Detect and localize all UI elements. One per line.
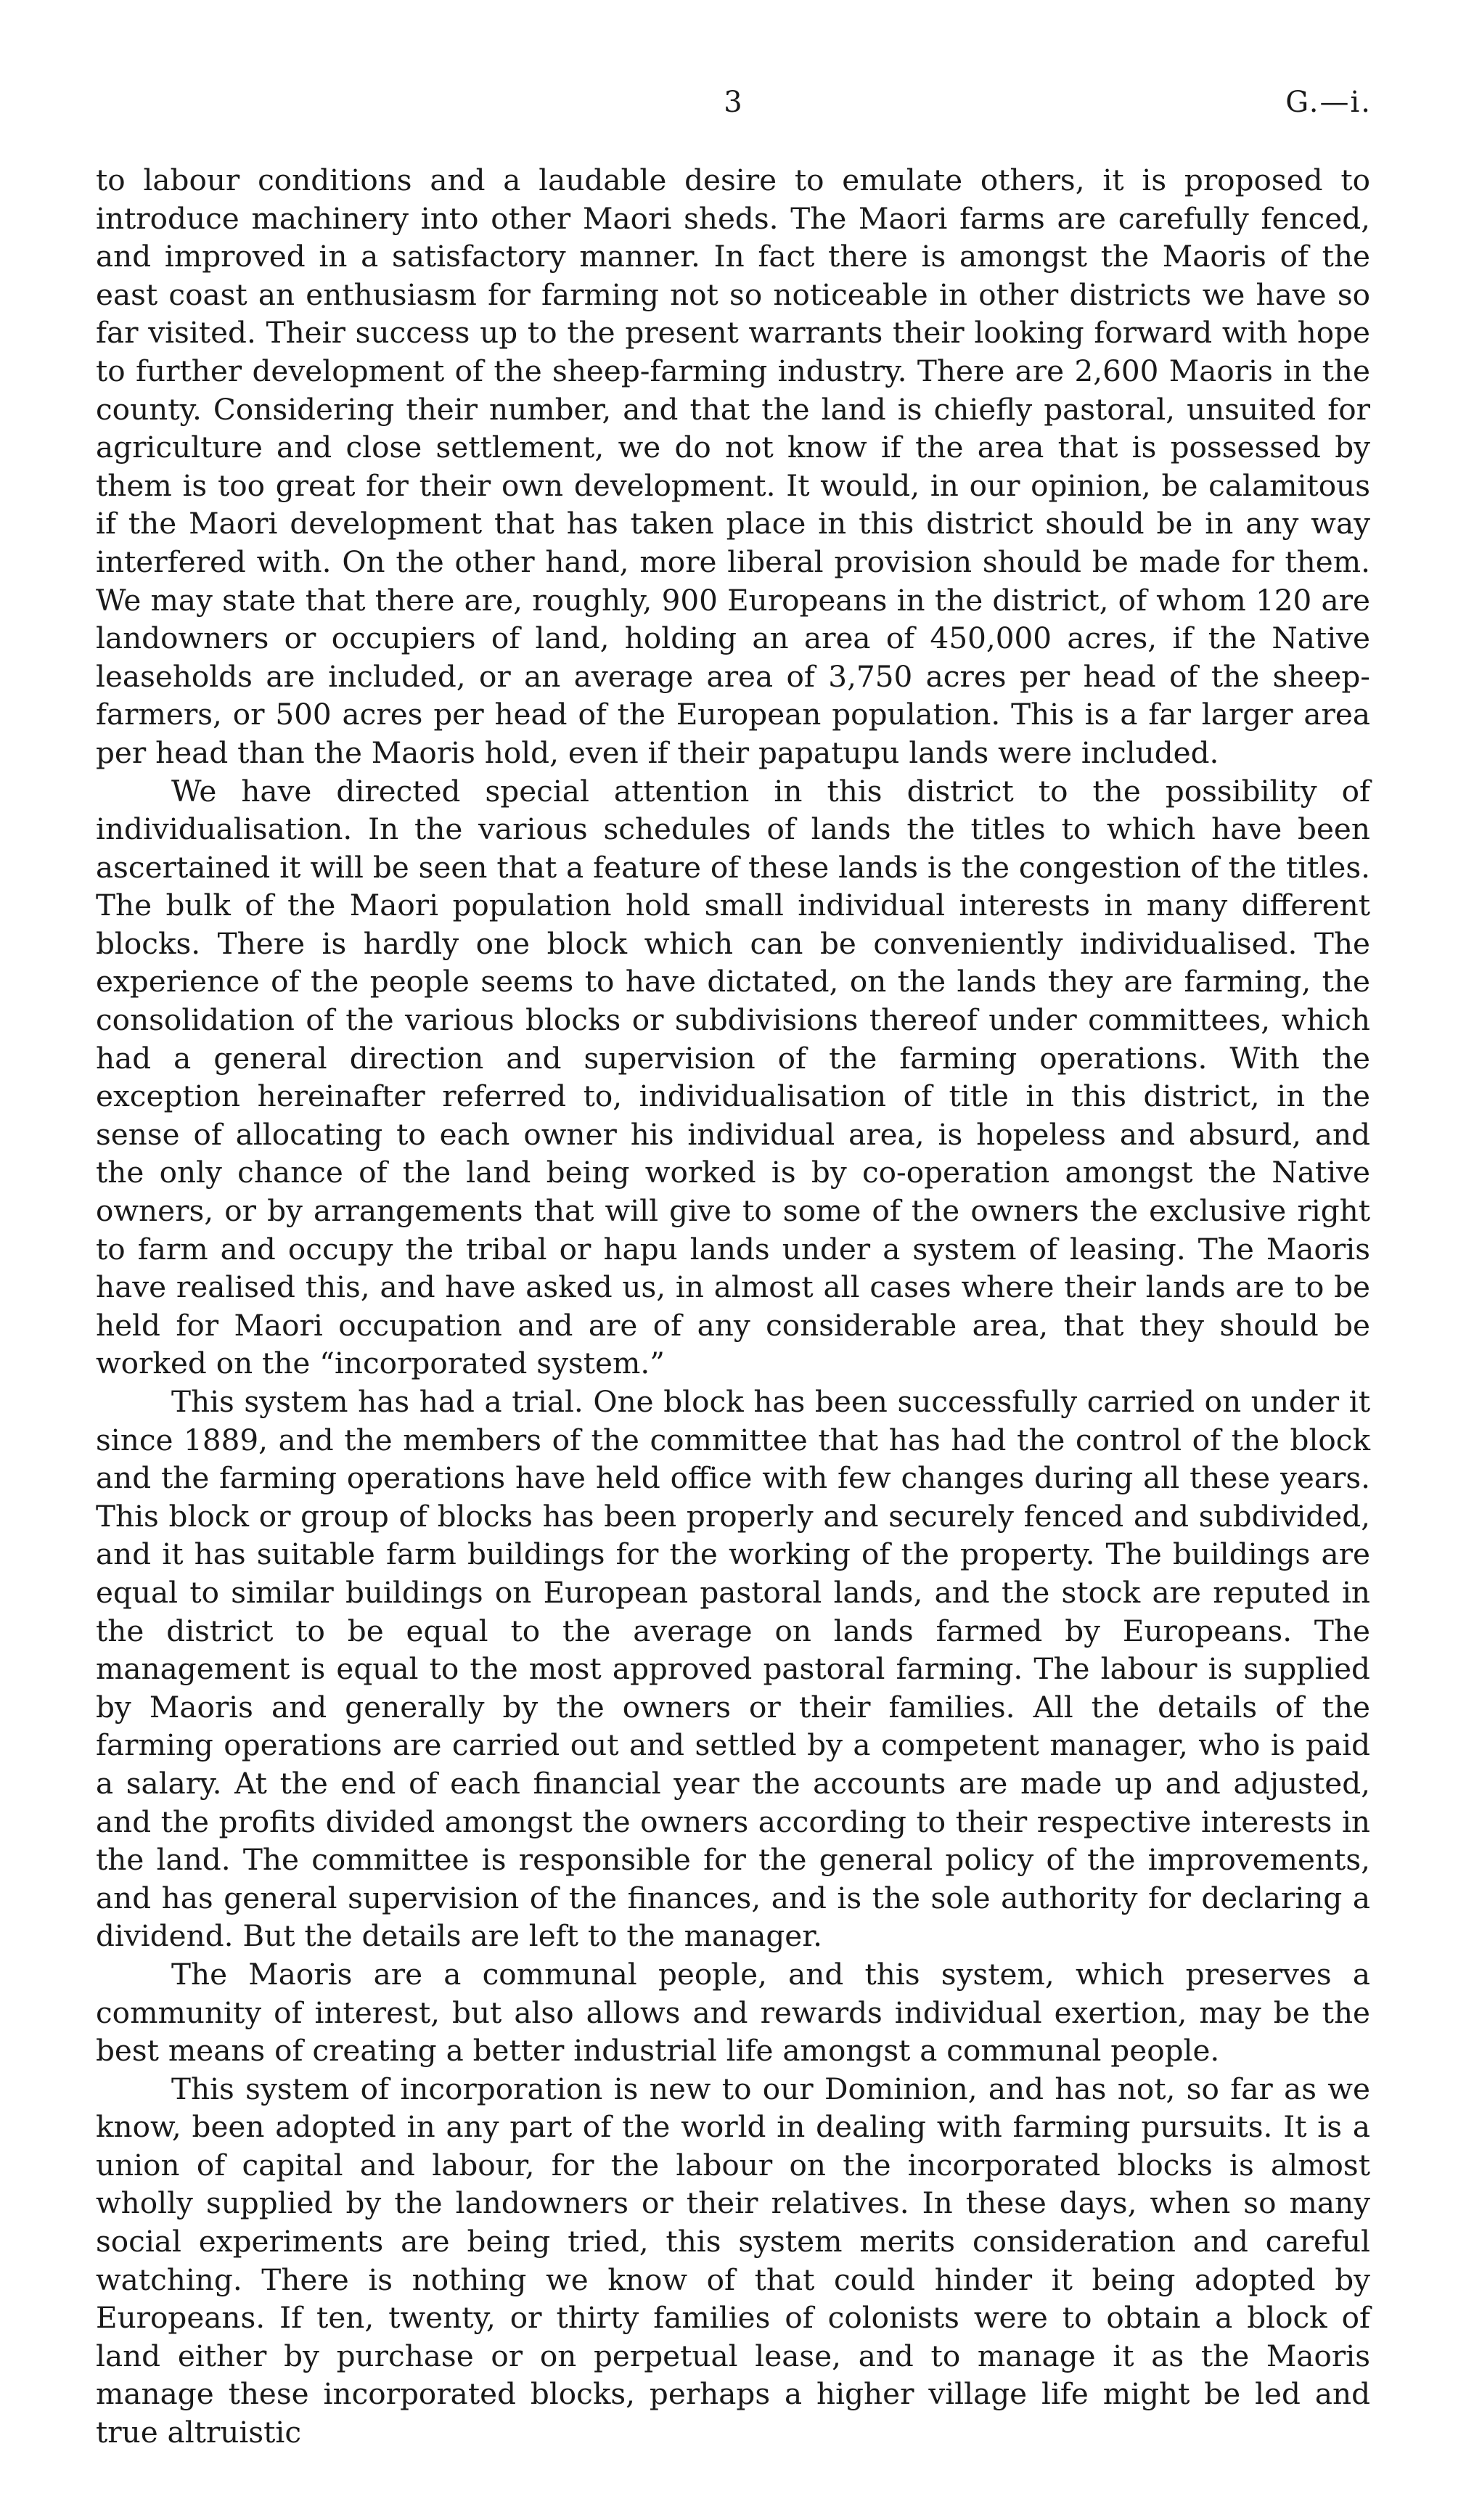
body-text: [96, 161, 1370, 2452]
paragraph-incorporation: This system of incorporation is new to our Dominion, and has not, so far as we know, been adopted in any part of the world in dealing with farming pursuits. It is a union of capital and labour, for the labour on the incorporated blocks is almost wholly supplied by the landowners or their relatives. In these days, when so many social experiments are being tried, this system merits consideration and careful watching. There is nothing we know of that could hinder it being adopted by Europeans. If ten, twenty, or thirty families of colonists were to obtain a block of land either by purchase or on perpetual lease, and to manage it as the Maoris manage these incorporated blocks, perhaps a higher village life might be led and true altruistic: [96, 2071, 1370, 2450]
paragraph-individualisation: We have directed special attention in this district to the possibility of individualisation. In the various schedules of lands the titles to which have been ascertained it will be seen that a feature of these lands is the congestion of the titles. The bulk of the Maori population hold small individual interests in many different blocks. There is hardly one block which can be conveniently individualised. The experience of the people seems to have dictated, on the lands they are farming, the consolidation of the various blocks or subdivisions thereof under committees, which had a general direction and supervision of the farming operations. With the exception hereinafter referred to, individualisation of title in this district, in the sense of allocating to each owner his individual area, is hopeless and absurd, and the only chance of the land being worked is by co-operation amongst the Native owners, or by arrangements that will give to some of the owners the exclusive right to farm and occupy the tribal or hapu lands under a system of leasing. The Maoris have realised this, and have asked us, in almost all cases where their lands are to be held for Maori occupation and are of any considerable area, that they should be worked on the “incorporated system.”: [96, 773, 1370, 1381]
paragraph-system-trial: This system has had a trial. One block has been successfully carried on under it since 1889, and the members of the committee that has had the control of the block and the farming operations have held office with few changes during all these years. This block or group of blocks has been properly and securely fenced and subdivided, and it has suitable farm buildings for the working of the property. The buildings are equal to similar buildings on European pastoral lands, and the stock are reputed in the district to be equal to the average on lands farmed by Europeans. The management is equal to the most approved pastoral farming. The labour is supplied by Maoris and generally by the owners or their families. All the details of the farming operations are carried out and settled by a competent manager, who is paid a salary. At the end of each financial year the accounts are made up and adjusted, and the profits divided amongst the owners according to their respective interests in the land. The committee is responsible for the general policy of the improvements, and has general supervision of the finances, and is the sole authority for declaring a dividend. But the details are left to the manager.: [96, 1384, 1370, 1954]
page-number: 3: [724, 86, 742, 119]
page-header: [94, 86, 1372, 129]
paragraph-communal-people: The Maoris are a communal people, and this system, which preserves a community of interest, but also allows and rewards individual exertion, may be the best means of creating a better industrial life amongst a communal people.: [96, 1956, 1370, 2069]
paragraph-continued: to labour conditions and a laudable desire to emulate others, it is proposed to introduce machinery into other Maori sheds. The Maori farms are carefully fenced, and improved in a satisfactory manner. In fact there is amongst the Maoris of the east coast an enthusiasm for farming not so noticeable in other districts we have so far visited. Their success up to the present warrants their looking forward with hope to further development of the sheep-farming industry. There are 2,600 Maoris in the county. Considering their number, and that the land is chiefly pastoral, unsuited for agriculture and close settlement, we do not know if the area that is possessed by them is too great for their own development. It would, in our opinion, be calamitous if the Maori development that has taken place in this district should be in any way interfered with. On the other hand, more liberal provision should be made for them. We may state that there are, roughly, 900 Europeans in the district, of whom 120 are landowners or occupiers of land, holding an area of 450,000 acres, if the Native leaseholds are included, or an average area of 3,750 acres per head of the sheep-farmers, or 500 acres per head of the European population. This is a far larger area per head than the Maoris hold, even if their papatupu lands were included.: [96, 163, 1370, 770]
document-code: G.—i.: [1285, 86, 1372, 119]
